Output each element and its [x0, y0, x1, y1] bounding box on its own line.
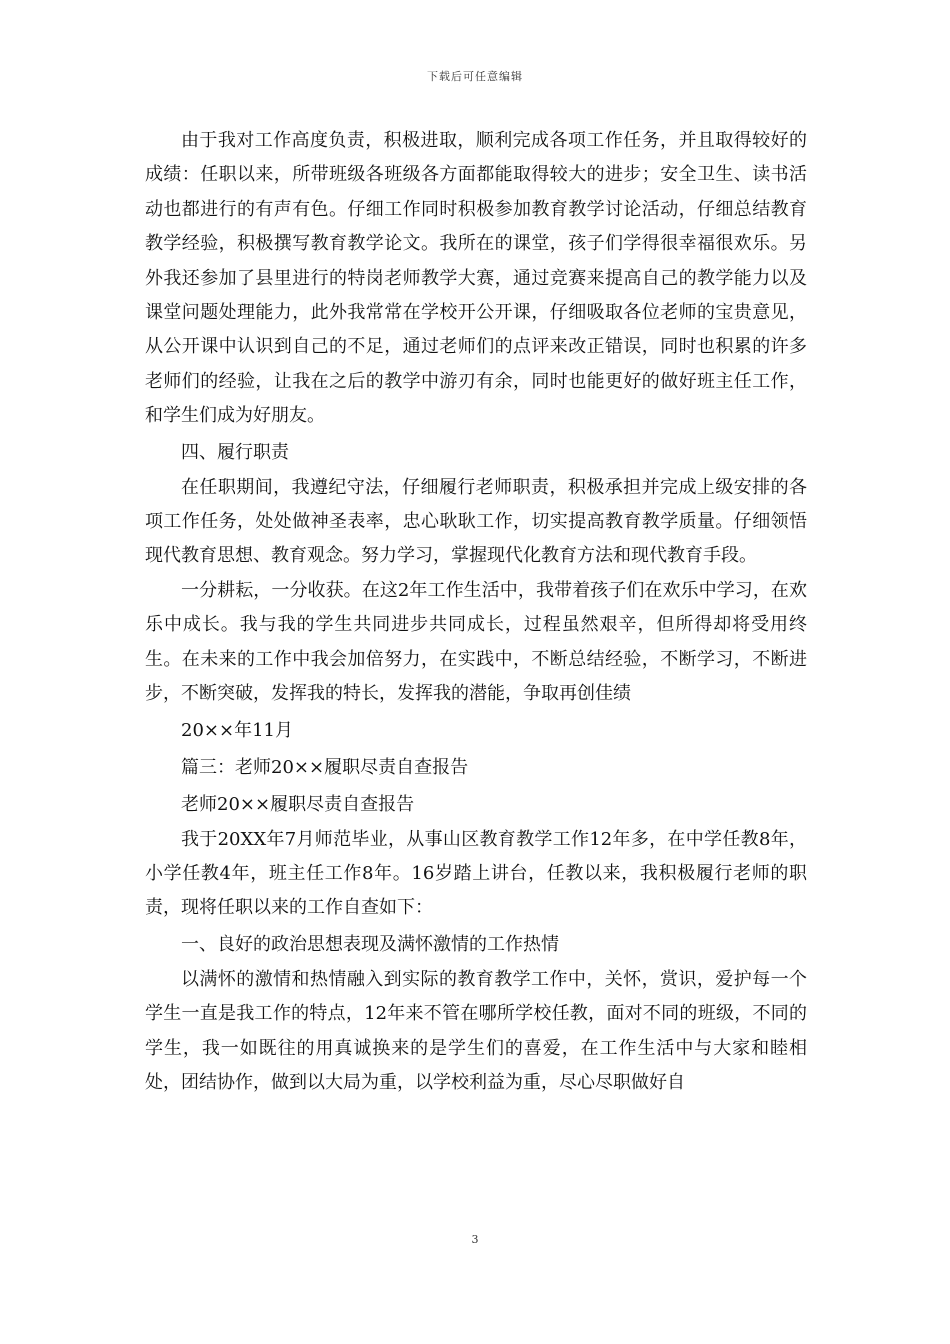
paragraph-achievements: 由于我对工作高度负责，积极进取，顺利完成各项工作任务，并且取得较好的成绩：任职以来，所带班级各班级各方面都能取得较大的进步；安全卫生、读书活动也都进行的有声有色。仔细工作同时积极参加教育教学讨论活动，仔细总结教育教学经验，积极撰写教育教学论文。我所在的课堂，孩子们学得很幸福很欢乐。另外我还参加了县里进行的特岗老师教学大赛，通过竞赛来提高自己的教学能力以及课堂问题处理能力，此外我常常在学校开公开课，仔细吸取各位老师的宝贵意见，从公开课中认识到自己的不足，通过老师们的点评来改正错误，同时也积累的许多老师们的经验，让我在之后的教学中游刃有余，同时也能更好的做好班主任工作，和学生们成为好朋友。: [145, 130, 807, 427]
paragraph-harvest: 一分耕耘，一分收获。在这2年工作生活中，我带着孩子们在欢乐中学习，在欢乐中成长。我与我的学生共同进步共同成长，过程虽然艰辛，但所得却将受用终生。在未来的工作中我会加倍努力，在实践中，不断总结经验，不断学习，不断进步，不断突破，发挥我的特长，发挥我的潜能，争取再创佳绩: [145, 579, 807, 705]
section-heading-political: 一、良好的政治思想表现及满怀激情的工作热情: [181, 933, 559, 955]
paragraph-duties: 在任职期间，我遵纪守法，仔细履行老师职责，积极承担并完成上级安排的各项工作任务，处处做神圣表率，忠心耿耿工作，切实提高教育教学质量。仔细领悟现代教育思想、教育观念。努力学习，掌握现代化教育方法和现代教育手段。: [145, 476, 807, 567]
page-number: 3: [471, 1233, 479, 1246]
paragraph-enthusiasm: 以满怀的激情和热情融入到实际的教育教学工作中，关怀，赏识，爱护每一个学生一直是我工作的特点，12年来不管在哪所学校任教，面对不同的班级，不同的学生，我一如既往的用真诚换来的是学生们的喜爱，在工作生活中与大家和睦相处，团结协作，做到以大局为重，以学校利益为重，尽心尽职做好自: [145, 968, 807, 1093]
document-body: [145, 124, 807, 1100]
section-heading-duties: 四、履行职责: [181, 441, 289, 463]
date-line: 20××年11月: [181, 719, 293, 741]
chapter-heading: 篇三：老师20××履职尽责自查报告: [181, 756, 469, 778]
paragraph-introduction: 我于20XX年7月师范毕业，从事山区教育教学工作12年多，在中学任教8年，小学任教4年，班主任工作8年。16岁踏上讲台，任教以来，我积极履行老师的职责，现将任职以来的工作自查如下：: [145, 828, 807, 919]
page-header: 下载后可任意编辑: [427, 70, 523, 83]
report-title: 老师20××履职尽责自查报告: [181, 793, 415, 815]
